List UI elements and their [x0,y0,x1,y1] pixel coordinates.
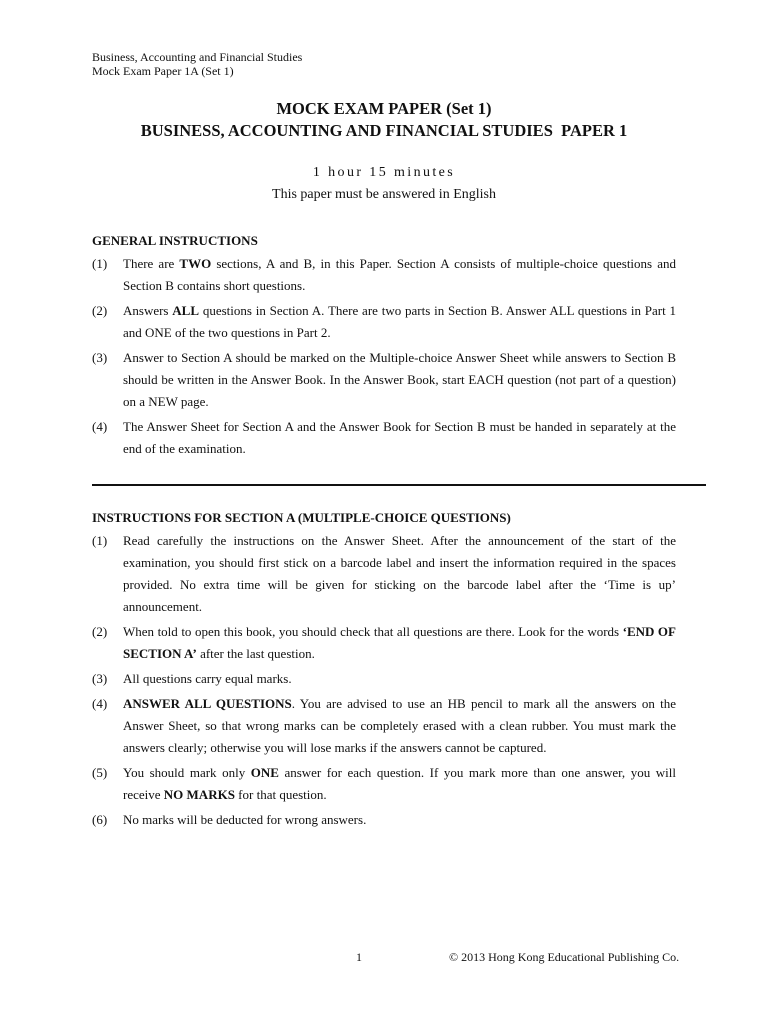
instruction-number: (3) [92,671,108,686]
instruction-number: (1) [92,533,108,548]
emphasis-text: NO MARKS [163,787,235,802]
instruction-text-run: Answer to Section A should be marked on the Multiple-choice Answer Sheet while answers to Section B should be written in the Answer Book. In the Answer Book, start EACH question (not part of a question) on a NEW page. [123,350,676,409]
instruction-text-run: for that question. [234,787,327,802]
instruction-text-run: sections, A and B, in this Paper. Section A consists of multiple-choice questions and Section B contains short questions. [123,256,676,293]
instruction-text-run: No marks will be deducted for wrong answers. [123,812,367,827]
instruction-text-run: Answers [123,303,173,318]
emphasis-text: ALL [172,303,200,318]
section-a-heading: INSTRUCTIONS FOR SECTION A (MULTIPLE-CHOICE QUESTIONS) [92,510,511,525]
instruction-number: (3) [92,350,108,365]
instruction-text [123,693,676,759]
instruction-text-run: You should mark only [123,765,251,780]
general-instructions [92,232,676,463]
general-instructions-list [92,253,676,460]
header-paper: Mock Exam Paper 1A (Set 1) [92,64,234,78]
header-subject: Business, Accounting and Financial Studies [92,50,303,64]
emphasis-text: ‘END OF SECTION A’ [123,624,676,661]
instruction-text-run: There are [123,256,180,271]
title-block [0,98,768,142]
instruction-text [123,347,676,413]
section-a-instructions-list [92,530,676,831]
emphasis-text: ANSWER ALL QUESTIONS [123,696,292,711]
copyright-notice: © 2013 Hong Kong Educational Publishing Co. [449,950,680,964]
instruction-text [123,416,676,460]
general-instructions-heading: GENERAL INSTRUCTIONS [92,233,258,248]
instruction-text [123,300,676,344]
section-a-instructions [92,509,676,834]
instruction-text [123,762,676,806]
instruction-number: (1) [92,256,108,271]
instruction-text [123,253,676,297]
instruction-item [92,693,676,759]
instruction-text-run: . You are advised to use an HB pencil to mark all the answers on the Answer Sheet, so that wrong marks can be completely erased with a clean rubber. You must mark the answers clearly; otherwise you will lose marks if the answers cannot be captured. [123,696,676,755]
emphasis-text: TWO [179,256,212,271]
page-subtitle: BUSINESS, ACCOUNTING AND FINANCIAL STUDIES PAPER 1 [140,121,628,140]
instruction-number: (2) [92,624,108,639]
running-header [92,50,302,78]
instruction-item [92,762,676,806]
instruction-number: (4) [92,419,108,434]
instruction-number: (6) [92,812,108,827]
instruction-text [123,809,676,831]
instruction-item [92,668,676,690]
instruction-text-run: answer for each question. If you mark more than one answer, you will receive [123,765,676,802]
page-title: MOCK EXAM PAPER (Set 1) [276,99,492,118]
instruction-text-run: questions in Section A. There are two parts in Section B. Answer ALL questions in Part 1 and ONE of the two questions in Part 2. [123,303,676,340]
page-number: 1 [356,950,362,964]
instruction-item [92,300,676,344]
section-divider [92,484,706,486]
instruction-text-run: All questions carry equal marks. [123,671,292,686]
instruction-text [123,668,676,690]
emphasis-text: ONE [250,765,279,780]
instruction-text-run: Read carefully the instructions on the Answer Sheet. After the announcement of the start of the examination, you should first stick on a barcode label and insert the information required in the spaces provided. No extra time will be given for sticking on the barcode label after the ‘Time is up’ announcement. [123,533,676,614]
instruction-number: (5) [92,765,108,780]
exam-duration: 1 hour 15 minutes [312,165,456,180]
instruction-item [92,347,676,413]
instruction-text [123,530,676,618]
instruction-item [92,416,676,460]
instruction-text-run: When told to open this book, you should check that all questions are there. Look for the words [123,624,623,639]
instruction-text [123,621,676,665]
instruction-number: (2) [92,303,108,318]
instruction-item [92,530,676,618]
instruction-number: (4) [92,696,108,711]
instruction-item [92,253,676,297]
instruction-text-run: after the last question. [196,646,315,661]
instruction-text-run: The Answer Sheet for Section A and the Answer Book for Section B must be handed in separately at the end of the examination. [123,419,676,456]
instruction-item [92,621,676,665]
instruction-item [92,809,676,831]
language-note: This paper must be answered in English [272,187,496,202]
